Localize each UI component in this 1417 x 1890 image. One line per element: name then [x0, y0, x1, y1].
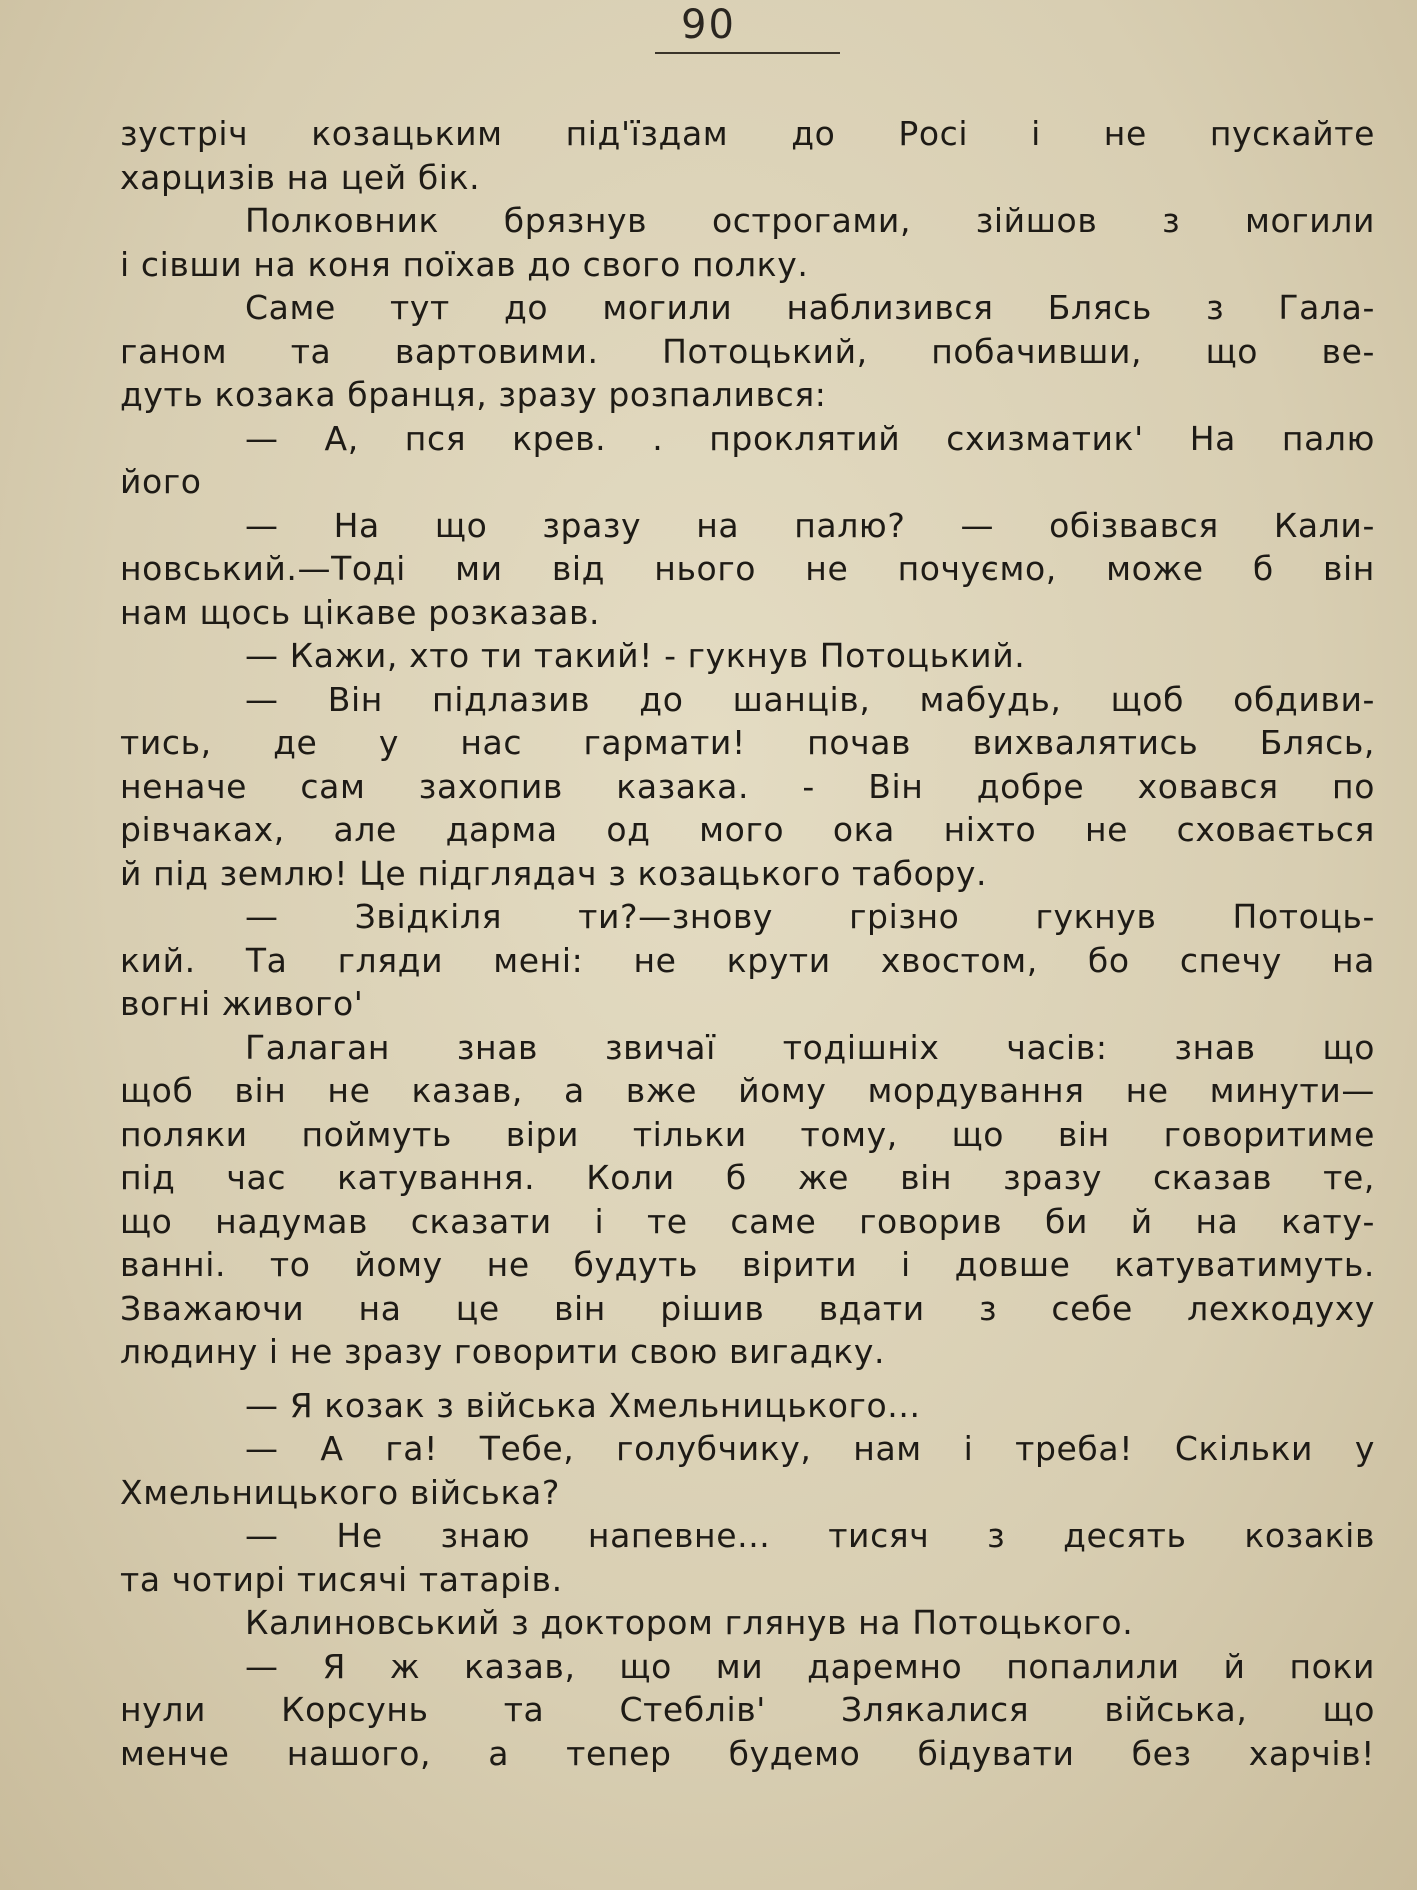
text-line: — Він підлазив до шанців, мабудь, щоб обдиви- [245, 679, 1375, 719]
text-line: дуть козака бранця, зразу розпалився: [120, 375, 827, 414]
text-line: й під землю! Це підглядач з козацького табору. [120, 853, 988, 893]
text-line: Саме тут до могили наблизився Блясь з Гала- [245, 288, 1375, 327]
body-text [120, 112, 1375, 1775]
text-line: — Я ж казав, що ми даремно попалили й поки [245, 1646, 1375, 1686]
text-line: — А, пся крев. . проклятий схизматик' На палю [245, 418, 1375, 458]
text-line: менче нашого, а тепер будемо бідувати без харчів! [120, 1733, 1375, 1773]
text-line: новський.—Тоді ми від нього не почуємо, може б він [120, 549, 1375, 588]
text-line: щоб він не казав, а вже йому мордування не минути— [120, 1071, 1375, 1110]
text-line: Зважаючи на це він рішив вдати з себе лехкодуху [120, 1288, 1375, 1328]
text-line: Хмельницького війська? [120, 1472, 560, 1512]
text-line: — Я козак з війська Хмельницького... [245, 1385, 921, 1425]
text-line: Галаган знав звичаї тодішніх часів: знав що [245, 1027, 1375, 1067]
text-line: кий. Та гляди мені: не крути хвостом, бо спечу на [120, 940, 1375, 980]
text-line: неначе сам захопив казака. - Він добре ховався по [120, 766, 1375, 806]
page-number: 90 [681, 2, 736, 48]
text-line: — Не знаю напевне... тисяч з десять козаків [245, 1516, 1375, 1555]
text-line: — Звідкіля ти?—знову грізно гукнув Потоць- [245, 897, 1375, 936]
text-line: зустріч козацьким під'їздам до Росі і не пускайте [120, 114, 1375, 153]
text-line: ванні. то йому не будуть вірити і довше катуватимуть. [120, 1245, 1375, 1284]
text-line: і сівши на коня поїхав до свого полку. [120, 244, 809, 284]
text-line: під час катування. Коли б же він зразу сказав те, [120, 1158, 1375, 1197]
text-line: що надумав сказати і те саме говорив би й на кату- [120, 1201, 1375, 1241]
header-rule [655, 52, 840, 54]
text-line: нам щось цікаве розказав. [120, 592, 601, 632]
text-line: ганом та вартовими. Потоцький, побачивши, що ве- [120, 331, 1375, 371]
text-line: — А га! Тебе, голубчику, нам і треба! Скільки у [245, 1429, 1375, 1468]
text-line: Полковник брязнув острогами, зійшов з могили [245, 201, 1375, 240]
text-line: нули Корсунь та Стеблів' Злякалися війська, що [120, 1690, 1375, 1729]
text-line: Калиновський з доктором глянув на Потоцького. [245, 1603, 1134, 1642]
text-line: — На що зразу на палю? — обізвався Кали- [245, 505, 1375, 545]
text-line: харцизів на цей бік. [120, 157, 481, 197]
text-line: тись, де у нас гармати! почав вихвалятись Блясь, [120, 723, 1375, 762]
text-line: рівчаках, але дарма од мого ока ніхто не сховається [120, 810, 1375, 849]
text-line: його [120, 462, 202, 501]
text-line: людину і не зразу говорити свою вигадку. [120, 1332, 886, 1371]
text-line: — Кажи, хто ти такий! - гукнув Потоцький. [245, 636, 1026, 675]
text-line: та чотирі тисячі татарів. [120, 1559, 563, 1599]
text-line: вогні живого' [120, 984, 364, 1023]
text-line: поляки поймуть віри тільки тому, що він говоритиме [120, 1114, 1375, 1154]
